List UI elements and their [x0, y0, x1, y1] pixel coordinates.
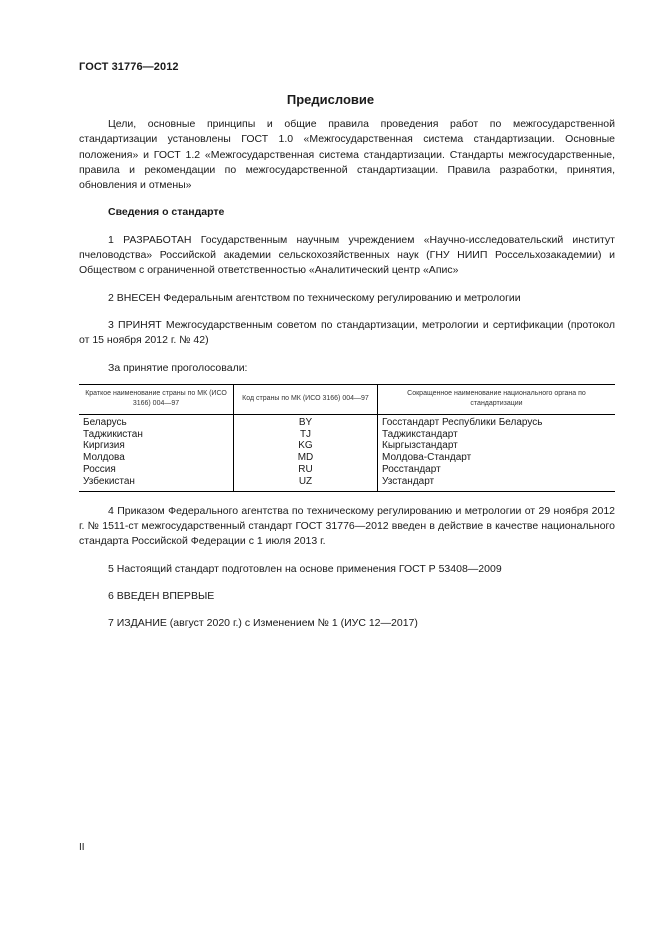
intro-paragraph: Цели, основные принципы и общие правила проведения работ по межгосударственной стандартизации установлены ГОСТ 1.0 «Межгосударственная система стандартизации. Основные положения» и ГОСТ 1.2 «Межгосударственная система стандартизации. Стандарты межгосударственные, правила и рекомендации по межгосударственной стандартизации. Правила разработки, принятия, обновления и отмены» [79, 118, 615, 192]
paragraph-developed: 1 РАЗРАБОТАН Государственным научным учреждением «Научно-исследовательский институт пчеловодства» Российской академии сельскохозяйственных наук (ГНУ НИИП Россельхозакадемии) и Обществом с ограниченной ответственностью «Аналитический центр «Апис» [79, 233, 615, 277]
header-code: Код страны по МК (ИСО 3166) 004—97 [234, 384, 378, 414]
page-title: Предисловие [286, 92, 375, 107]
paragraph-adopted: 3 ПРИНЯТ Межгосударственным советом по стандартизации, метрологии и сертификации (протокол от 15 ноября 2012 г. № 42) [79, 318, 615, 347]
cell-agency: Молдова-Стандарт [378, 452, 616, 464]
table-row [79, 452, 615, 464]
cell-code: UZ [234, 476, 378, 491]
voting-table [79, 384, 615, 492]
header-country: Краткое наименование страны по МК (ИСО 3166) 004—97 [79, 384, 234, 414]
paragraph-edition: 7 ИЗДАНИЕ (август 2020 г.) с Изменением № 1 (ИУС 12—2017) [108, 617, 418, 630]
cell-code: MD [234, 452, 378, 464]
table-header-row [79, 384, 615, 414]
cell-country: Беларусь [83, 416, 127, 428]
paragraph-introduced: 2 ВНЕСЕН Федеральным агентством по техническому регулированию и метрологии [108, 291, 521, 304]
cell-code: TJ [234, 429, 378, 441]
cell-code: KG [234, 440, 378, 452]
table-row [79, 414, 615, 428]
header-agency: Сокращенное наименование национального органа по стандартизации [378, 384, 616, 414]
cell-agency: Росстандарт [378, 464, 616, 476]
document-header: ГОСТ 31776—2012 [79, 61, 179, 73]
cell-country: Таджикистан [83, 428, 143, 440]
table-row [79, 476, 615, 491]
cell-country: Узбекистан [79, 476, 234, 491]
paragraph-order: 4 Приказом Федерального агентства по техническому регулированию и метрологии от 29 ноября 2012 г. № 1511-ст межгосударственный стандарт ГОСТ 31776—2012 введен в действие в качестве национального стандарта Российской Федерации с 1 июля 2013 г. [79, 504, 615, 548]
paragraph-basis: 5 Настоящий стандарт подготовлен на основе применения ГОСТ Р 53408—2009 [108, 562, 502, 575]
page-number: II [79, 842, 85, 853]
cell-code: RU [234, 464, 378, 476]
table-row [79, 464, 615, 476]
cell-agency: Узстандарт [378, 476, 616, 491]
cell-agency: Таджикстандарт [378, 429, 616, 441]
paragraph-voted: За принятие проголосовали: [108, 361, 248, 374]
cell-country: Молдова [83, 452, 125, 464]
cell-country: Россия [83, 464, 116, 476]
table-row [79, 429, 615, 441]
cell-agency: Госстандарт Республики Беларусь [378, 414, 616, 428]
cell-code: BY [234, 414, 378, 428]
section-heading: Сведения о стандарте [108, 206, 225, 219]
table-row [79, 440, 615, 452]
paragraph-first-introduced: 6 ВВЕДЕН ВПЕРВЫЕ [108, 589, 215, 602]
cell-country: Киргизия [83, 440, 125, 452]
document-body [79, 117, 615, 631]
cell-agency: Кыргызстандарт [378, 440, 616, 452]
